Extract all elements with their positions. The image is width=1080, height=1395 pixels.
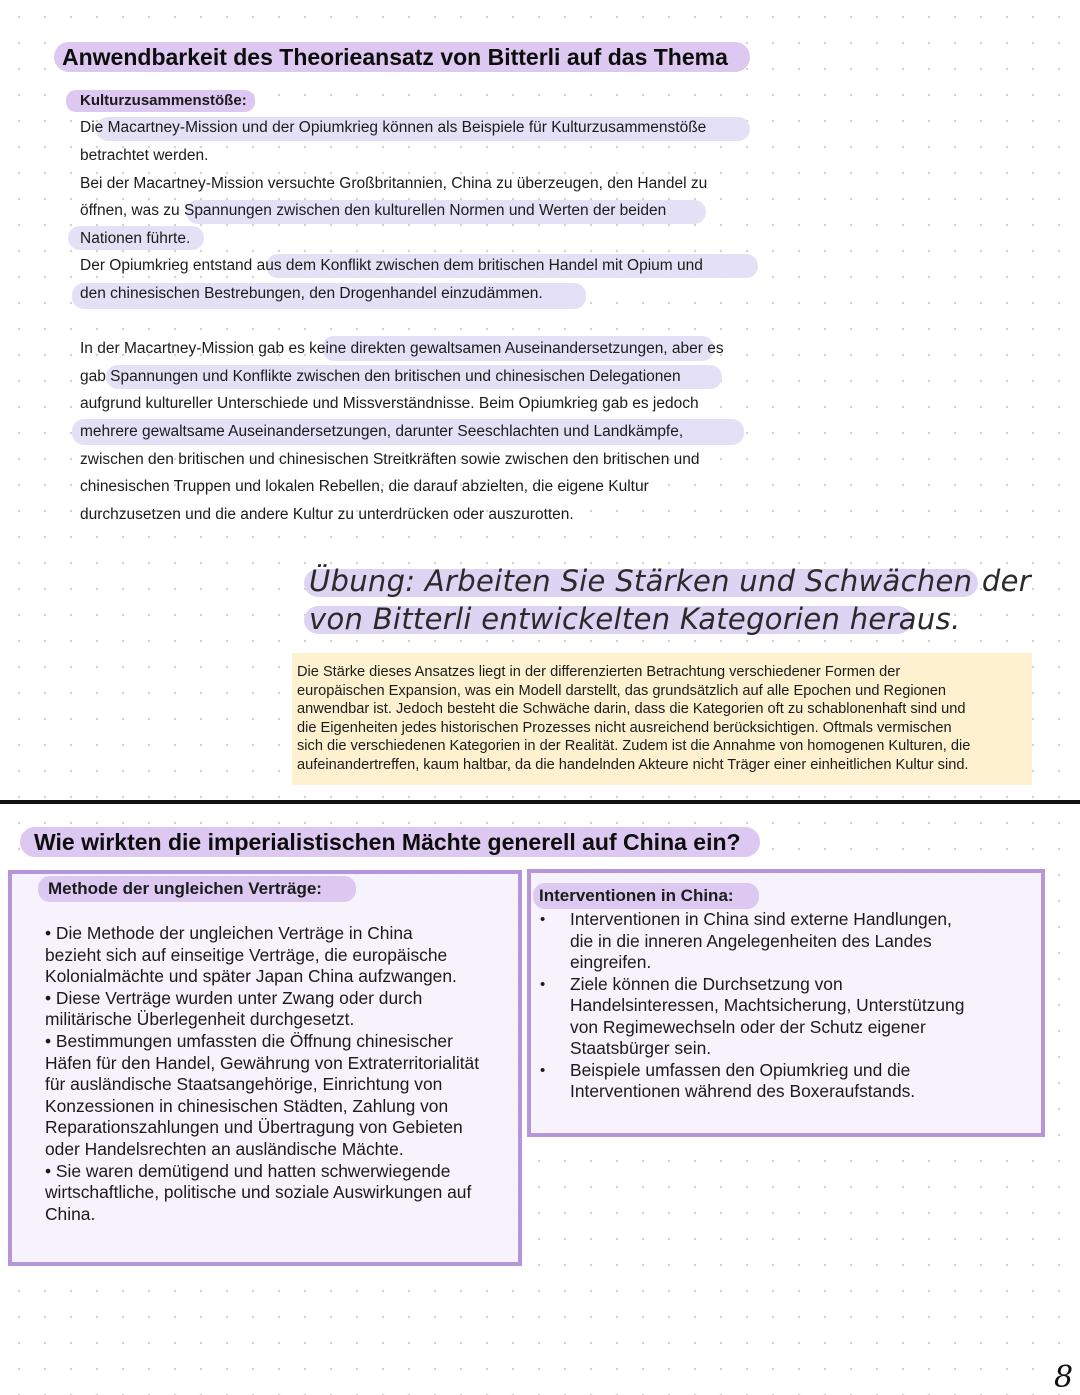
answer-line: anwendbar ist. Jedoch besteht die Schwäche darin, dass die Kategorien oft zu schablonenhaft sind und	[297, 701, 966, 718]
paragraph-line: Der Opiumkrieg entstand aus dem Konflikt zwischen dem britischen Handel mit Opium und	[80, 257, 703, 274]
box-line: • Diese Verträge wurden unter Zwang oder durch	[45, 988, 423, 1008]
paragraph-line: den chinesischen Bestrebungen, den Drogenhandel einzudämmen.	[80, 285, 543, 302]
box-line: Staatsbürger sein.	[570, 1038, 712, 1058]
box-line: Interventionen in China sind externe Handlungen,	[570, 909, 952, 929]
box-line: Interventionen während des Boxeraufstands.	[570, 1081, 916, 1101]
box-line: Ziele können die Durchsetzung von	[570, 974, 843, 994]
paragraph-line: durchzusetzen und die andere Kultur zu unterdrücken oder auszurotten.	[80, 506, 574, 523]
box-line: China.	[45, 1204, 96, 1224]
box-line: Handelsinteressen, Machtsicherung, Unterstützung	[570, 995, 965, 1015]
paragraph-line: Die Macartney-Mission und der Opiumkrieg können als Beispiele für Kulturzusammenstöße	[80, 119, 707, 136]
box-line: militärische Überlegenheit durchgesetzt.	[45, 1009, 355, 1029]
box-line: für ausländische Staatsangehörige, Einrichtung von	[45, 1074, 443, 1094]
bullet-icon: •	[540, 976, 546, 993]
answer-line: die Eigenheiten jedes historischen Prozesses nicht ausreichend berücksichtigen. Oftmals vermischen	[297, 719, 952, 736]
section-title-bitterli: Anwendbarkeit des Theorieansatz von Bitterli auf das Thema	[54, 42, 750, 72]
paragraph-line: chinesischen Truppen und lokalen Rebellen, die darauf abzielten, die eigene Kultur	[80, 478, 649, 495]
bullet-icon: •	[540, 911, 546, 928]
paragraph-line: öffnen, was zu Spannungen zwischen den kulturellen Normen und Werten der beiden	[80, 202, 667, 219]
bullet-icon: •	[540, 1062, 546, 1079]
box-line: Häfen für den Handel, Gewährung von Extraterritorialität	[45, 1053, 480, 1073]
paragraph-line: zwischen den britischen und chinesischen Streitkräften sowie zwischen den britischen und	[80, 451, 700, 468]
box-line: • Bestimmungen umfassten die Öffnung chinesischer	[45, 1031, 453, 1051]
paragraph-line: Bei der Macartney-Mission versuchte Großbritannien, China zu überzeugen, den Handel zu	[80, 175, 708, 192]
answer-line: europäischen Expansion, was ein Modell darstellt, das grundsätzlich auf alle Epochen und Regionen	[297, 682, 947, 699]
paragraph-line: Nationen führte.	[80, 230, 191, 247]
paragraph-line: gab Spannungen und Konflikte zwischen den britischen und chinesischen Delegationen	[80, 368, 681, 385]
box-line: eingreifen.	[570, 952, 652, 972]
exercise-heading-line: von Bitterli entwickelten Kategorien heraus.	[309, 602, 961, 636]
exercise-heading-line: Übung: Arbeiten Sie Stärken und Schwächen der	[309, 564, 1031, 598]
box-line: oder Handelsrechten an ausländische Mächte.	[45, 1139, 404, 1159]
box-line: Beispiele umfassen den Opiumkrieg und die	[570, 1060, 911, 1080]
answer-line: sich die verschiedenen Kategorien in der Realität. Zudem ist die Annahme von homogenen Kulturen, die	[297, 738, 971, 755]
paragraph-line: In der Macartney-Mission gab es keine direkten gewaltsamen Auseinandersetzungen, aber es	[80, 340, 724, 357]
paragraph-line: aufgrund kultureller Unterschiede und Missverständnisse. Beim Opiumkrieg gab es jedoch	[80, 395, 699, 412]
answer-line: aufeinandertreffen, kaum haltbar, da die handelnden Akteure nicht Träger einer einheitlichen Kultur sind.	[297, 756, 969, 773]
box-line: die in die inneren Angelegenheiten des Landes	[570, 931, 932, 951]
box-line: wirtschaftliche, politische und soziale Auswirkungen auf	[45, 1182, 472, 1202]
box-line: bezieht sich auf einseitige Verträge, die europäische	[45, 945, 448, 965]
box-line: von Regimewechseln oder der Schutz eigener	[570, 1017, 926, 1037]
section-title-imperialism: Wie wirkten die imperialistischen Mächte generell auf China ein?	[20, 827, 760, 857]
box-line: Konzessionen in chinesischen Städten, Zahlung von	[45, 1096, 449, 1116]
subheading-kulturzusammenstoesse: Kulturzusammenstöße:	[66, 90, 255, 112]
box-line: • Die Methode der ungleichen Verträge in China	[45, 923, 413, 943]
answer-line: Die Stärke dieses Ansatzes liegt in der differenzierten Betrachtung verschiedener Formen der	[297, 664, 901, 680]
box-line: Reparationszahlungen und Übertragung von Gebieten	[45, 1117, 463, 1137]
paragraph-line: betrachtet werden.	[80, 147, 209, 164]
box-heading-interventions: Interventionen in China:	[533, 883, 759, 909]
box-line: Kolonialmächte und später Japan China aufzwangen.	[45, 966, 457, 986]
box-heading-unequal-treaties: Methode der ungleichen Verträge:	[38, 876, 356, 902]
section-divider	[0, 800, 1080, 804]
paragraph-line: mehrere gewaltsame Auseinandersetzungen, darunter Seeschlachten und Landkämpfe,	[80, 423, 684, 440]
box-line: • Sie waren demütigend und hatten schwerwiegende	[45, 1161, 451, 1181]
page-number: 8	[1054, 1360, 1074, 1395]
exercise-answer-box	[292, 653, 1032, 785]
